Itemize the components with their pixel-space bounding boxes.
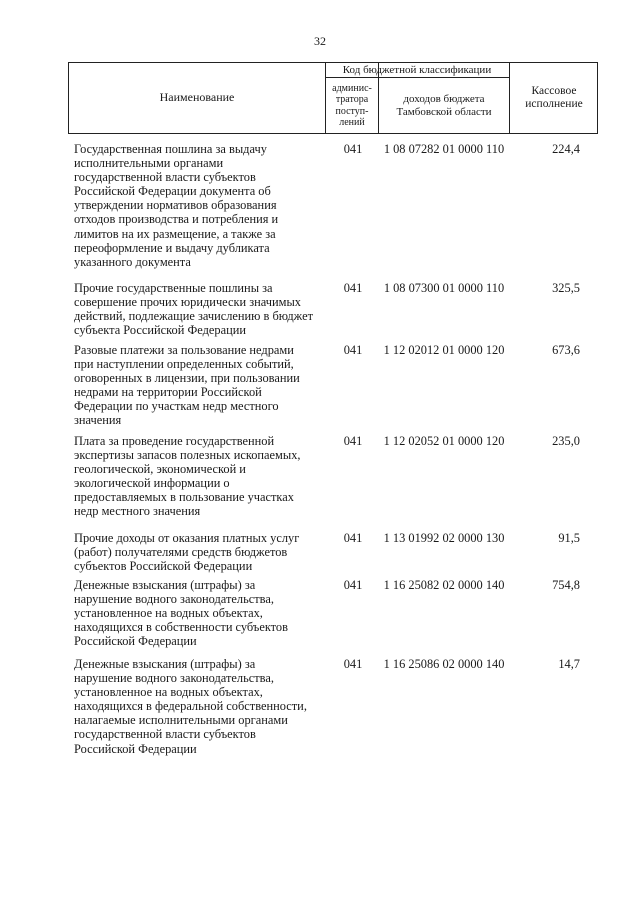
row-revenue-code: 1 13 01992 02 0000 130 bbox=[383, 531, 505, 545]
row-name: Разовые платежи за пользование недрами при наступлении определенных событий, оговоренных в лицензии, при пользовании недрами на территории Российской Федерации по участкам недр местного значения bbox=[74, 343, 300, 428]
row-admin-code: 041 bbox=[343, 657, 363, 671]
table-header bbox=[68, 62, 598, 134]
row-admin-code: 041 bbox=[343, 531, 363, 545]
row-name: Государственная пошлина за выдачу исполнительными органами государственной власти субъектов Российской Федерации документа об утверждении нормативов образования отходов производства и потребления и лимитов на их размещение, а также за переоформление и выдачу дубликата указанного документа bbox=[74, 142, 279, 269]
row-revenue-code: 1 12 02012 01 0000 120 bbox=[383, 343, 505, 357]
row-name: Плата за проведение государственной экспертизы запасов полезных ископаемых, геологической, экономической и экологической информации о предоставляемых в пользование участках недр местного значения bbox=[74, 434, 301, 519]
row-amount: 673,6 bbox=[552, 343, 580, 357]
row-amount: 325,5 bbox=[552, 281, 580, 295]
row-name: Денежные взыскания (штрафы) за нарушение водного законодательства, установленное на водных объектах, находящихся в федеральной собственности, налагаемые исполнительными органами государственной власти субъектов Российской Федерации bbox=[74, 657, 307, 756]
header-revenue: доходов бюджета Тамбовской области bbox=[396, 92, 492, 118]
row-amount: 91,5 bbox=[558, 531, 580, 545]
row-amount: 14,7 bbox=[558, 657, 580, 671]
row-revenue-code: 1 16 25086 02 0000 140 bbox=[383, 657, 505, 671]
row-amount: 224,4 bbox=[552, 142, 580, 156]
row-revenue-code: 1 08 07282 01 0000 110 bbox=[383, 142, 505, 156]
row-amount: 754,8 bbox=[552, 578, 580, 592]
row-admin-code: 041 bbox=[343, 142, 363, 156]
row-revenue-code: 1 08 07300 01 0000 110 bbox=[383, 281, 505, 295]
row-name: Прочие доходы от оказания платных услуг (работ) получателями средств бюджетов субъектов Российской Федерации bbox=[74, 531, 300, 574]
header-name: Наименование bbox=[159, 90, 235, 105]
row-revenue-code: 1 12 02052 01 0000 120 bbox=[383, 434, 505, 448]
row-name: Денежные взыскания (штрафы) за нарушение водного законодательства, установленное на водных объектах, находящихся в собственности субъектов Российской Федерации bbox=[74, 578, 288, 649]
row-admin-code: 041 bbox=[343, 434, 363, 448]
row-admin-code: 041 bbox=[343, 343, 363, 357]
header-classification: Код бюджетной классификации bbox=[342, 63, 492, 76]
page-number: 32 bbox=[314, 34, 326, 48]
row-admin-code: 041 bbox=[343, 281, 363, 295]
header-cash: Кассовое исполнение bbox=[525, 84, 583, 110]
row-amount: 235,0 bbox=[552, 434, 580, 448]
header-admin: админис-тратора поступ-лений bbox=[332, 82, 372, 128]
row-revenue-code: 1 16 25082 02 0000 140 bbox=[383, 578, 505, 592]
row-admin-code: 041 bbox=[343, 578, 363, 592]
row-name: Прочие государственные пошлины за совершение прочих юридически значимых действий, подлежащие зачислению в бюджет субъекта Российской Федерации bbox=[74, 281, 313, 338]
